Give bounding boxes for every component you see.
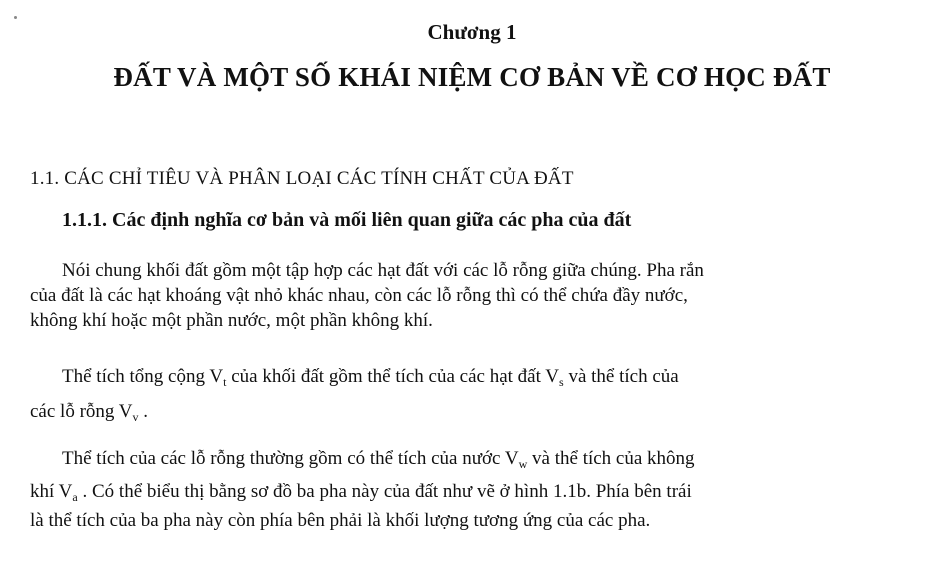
subscript: w bbox=[518, 457, 528, 471]
paragraph-line: không khí hoặc một phần nước, một phần không khí. bbox=[30, 310, 433, 331]
paragraph-line bbox=[30, 479, 920, 504]
subscript: s bbox=[559, 375, 564, 389]
subscript: v bbox=[132, 410, 139, 424]
text-run: khí V bbox=[30, 481, 73, 502]
scan-speck bbox=[14, 16, 17, 19]
text-run: . bbox=[138, 401, 149, 422]
chapter-heading: Chương 1 bbox=[427, 20, 517, 44]
paragraph-2 bbox=[30, 364, 920, 424]
paragraph-line bbox=[30, 446, 920, 471]
subscript: a bbox=[72, 490, 78, 504]
chapter-title: ĐẤT VÀ MỘT SỐ KHÁI NIỆM CƠ BẢN VỀ CƠ HỌC ĐẤT bbox=[113, 62, 831, 92]
text-run: và thể tích của không bbox=[527, 448, 695, 469]
paragraph-1 bbox=[30, 258, 920, 333]
paragraph-line bbox=[30, 399, 920, 424]
paragraph-line bbox=[30, 364, 920, 389]
paragraph-line: Nói chung khối đất gồm một tập hợp các hạt đất với các lỗ rỗng giữa chúng. Pha rắn bbox=[62, 260, 704, 281]
paragraph-line: của đất là các hạt khoáng vật nhỏ khác nhau, còn các lỗ rỗng thì có thể chứa đầy nước, bbox=[30, 285, 688, 306]
text-run: . Có thể biểu thị bằng sơ đồ ba pha này của đất như vẽ ở hình 1.1b. Phía bên trái bbox=[77, 481, 692, 502]
paragraph-3 bbox=[30, 446, 920, 533]
text-run: và thể tích của bbox=[563, 366, 679, 387]
text-run: Thể tích tổng cộng V bbox=[62, 366, 224, 387]
text-run: của khối đất gồm thể tích của các hạt đất V bbox=[226, 366, 560, 387]
text-run: các lỗ rỗng V bbox=[30, 401, 133, 422]
section-heading: 1.1. CÁC CHỈ TIÊU VÀ PHÂN LOẠI CÁC TÍNH CHẤT CỦA ĐẤT bbox=[30, 168, 574, 189]
text-run: Thể tích của các lỗ rỗng thường gồm có thể tích của nước V bbox=[62, 448, 519, 469]
subscript: t bbox=[223, 375, 227, 389]
subsection-heading: 1.1.1. Các định nghĩa cơ bản và mối liên quan giữa các pha của đất bbox=[62, 209, 632, 231]
paragraph-line: là thể tích của ba pha này còn phía bên phải là khối lượng tương ứng của các pha. bbox=[30, 510, 651, 531]
